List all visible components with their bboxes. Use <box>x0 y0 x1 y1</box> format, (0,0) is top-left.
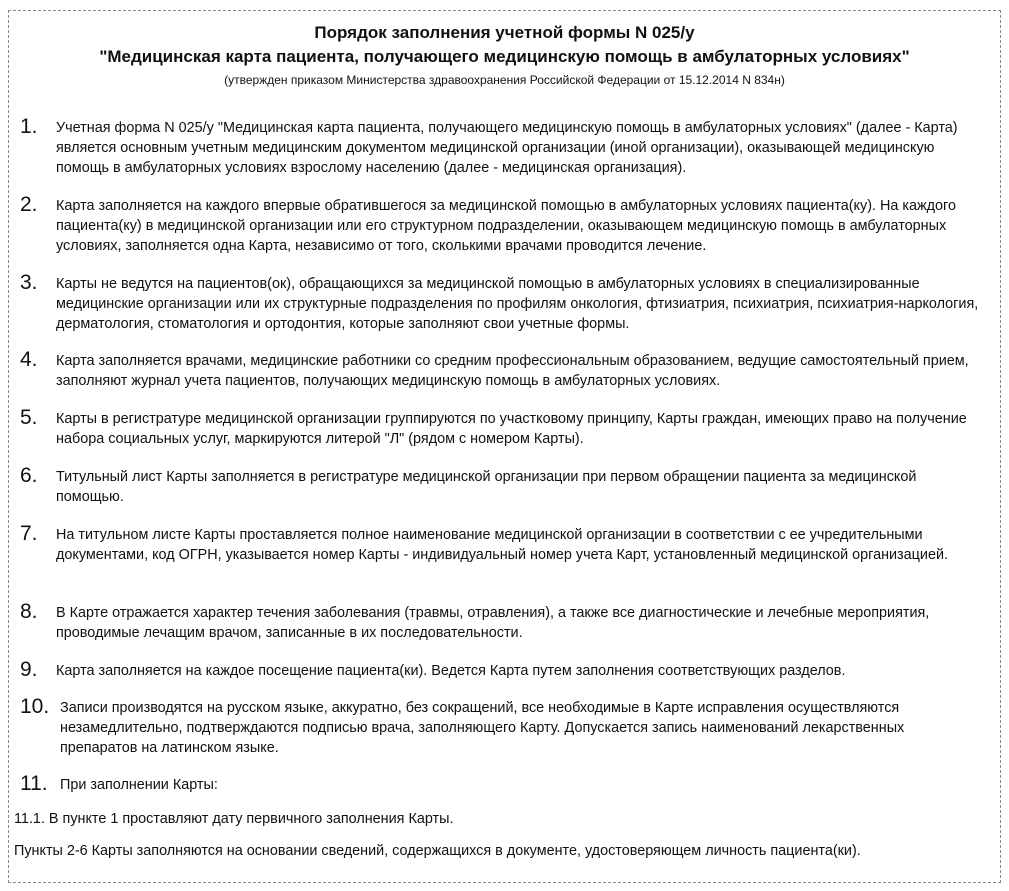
list-item-9 <box>20 659 980 681</box>
footer-note: Пункты 2-6 Карты заполняются на основании сведений, содержащихся в документе, удостоверяющем личность пациента(ки). <box>14 843 861 859</box>
item-number: 2. <box>20 193 38 216</box>
document-subtitle-form-name: "Медицинская карта пациента, получающего медицинскую помощь в амбулаторных условиях" <box>99 47 910 66</box>
item-number: 4. <box>20 348 38 371</box>
list-item-7 <box>20 523 980 565</box>
item-text: Учетная форма N 025/у "Медицинская карта пациента, получающего медицинскую помощь в амбулаторных условиях" (далее - Карта) является основным учетным медицинским документом медицинской организации (иной организации), оказывающей медицинскую помощь в амбулаторных условиях взрослому населению (далее - медицинская организация). <box>56 120 958 176</box>
list-item-6 <box>20 465 980 507</box>
list-item-5 <box>20 407 980 449</box>
document-title: Порядок заполнения учетной формы N 025/у <box>314 23 695 42</box>
item-text: Титульный лист Карты заполняется в регистратуре медицинской организации при первом обращении пациента за медицинской помощью. <box>56 469 917 505</box>
list-item-4 <box>20 349 980 391</box>
sub-item-11-1: 11.1. В пункте 1 проставляют дату первичного заполнения Карты. <box>14 811 454 827</box>
item-text: В Карте отражается характер течения заболевания (травмы, отравления), а также все диагностические и лечебные мероприятия, проводимые лечащим врачом, записанные в их последовательности. <box>56 605 930 641</box>
item-text: Карта заполняется на каждого впервые обратившегося за медицинской помощью в амбулаторных условиях пациента(ку). На каждого пациента(ку) в медицинской организации или его структурном подразделении, оказывающем медицинскую помощь в амбулаторных условиях, заполняется одна Карта, независимо от того, сколькими врачами проводится лечение. <box>56 198 956 254</box>
list-item-3 <box>20 272 980 334</box>
item-number: 9. <box>20 658 38 681</box>
item-number: 10. <box>20 695 50 718</box>
list-item-8 <box>20 601 980 643</box>
approval-note: (утвержден приказом Министерства здравоохранения Российской Федерации от 15.12.2014 N 834н) <box>224 73 785 87</box>
item-text: На титульном листе Карты проставляется полное наименование медицинской организации в соответствии с ее учредительными документами, код ОГРН, указывается номер Карты - индивидуальный номер учета Карт, установленный медицинской организацией. <box>56 527 948 563</box>
item-text: Карты не ведутся на пациентов(ок), обращающихся за медицинской помощью в амбулаторных условиях в специализированные медицинские организации или их структурные подразделения по профилям онкология, фтизиатрия, психиатрия, психиатрия-наркология, дерматология, стоматология и ортодонтия, которые заполняют свои учетные формы. <box>56 276 979 332</box>
item-number: 5. <box>20 406 38 429</box>
item-text: Карты в регистратуре медицинской организации группируются по участковому принципу, Карты граждан, имеющих право на получение набора социальных услуг, маркируются литерой "Л" (рядом с номером Карты). <box>56 411 967 447</box>
list-item-11 <box>20 773 980 795</box>
item-number: 7. <box>20 522 38 545</box>
item-number: 1. <box>20 115 38 138</box>
item-number: 11. <box>20 772 48 795</box>
item-text: Карта заполняется врачами, медицинские работники со средним профессиональным образованием, ведущие самостоятельный прием, заполняют журнал учета пациентов, получающих медицинскую помощь в амбулаторных условиях. <box>56 353 969 389</box>
item-number: 3. <box>20 271 38 294</box>
list-item-1 <box>20 116 980 178</box>
item-text: Карта заполняется на каждое посещение пациента(ки). Ведется Карта путем заполнения соответствующих разделов. <box>56 663 846 679</box>
list-item-10 <box>20 696 980 758</box>
list-item-2 <box>20 194 980 256</box>
item-text: При заполнении Карты: <box>60 777 218 793</box>
item-text: Записи производятся на русском языке, аккуратно, без сокращений, все необходимые в Карте исправления осуществляются незамедлительно, подтверждаются подписью врача, заполняющего Карту. Допускается запись наименований лекарственных препаратов на латинском языке. <box>60 700 905 756</box>
item-number: 8. <box>20 600 38 623</box>
item-number: 6. <box>20 464 38 487</box>
